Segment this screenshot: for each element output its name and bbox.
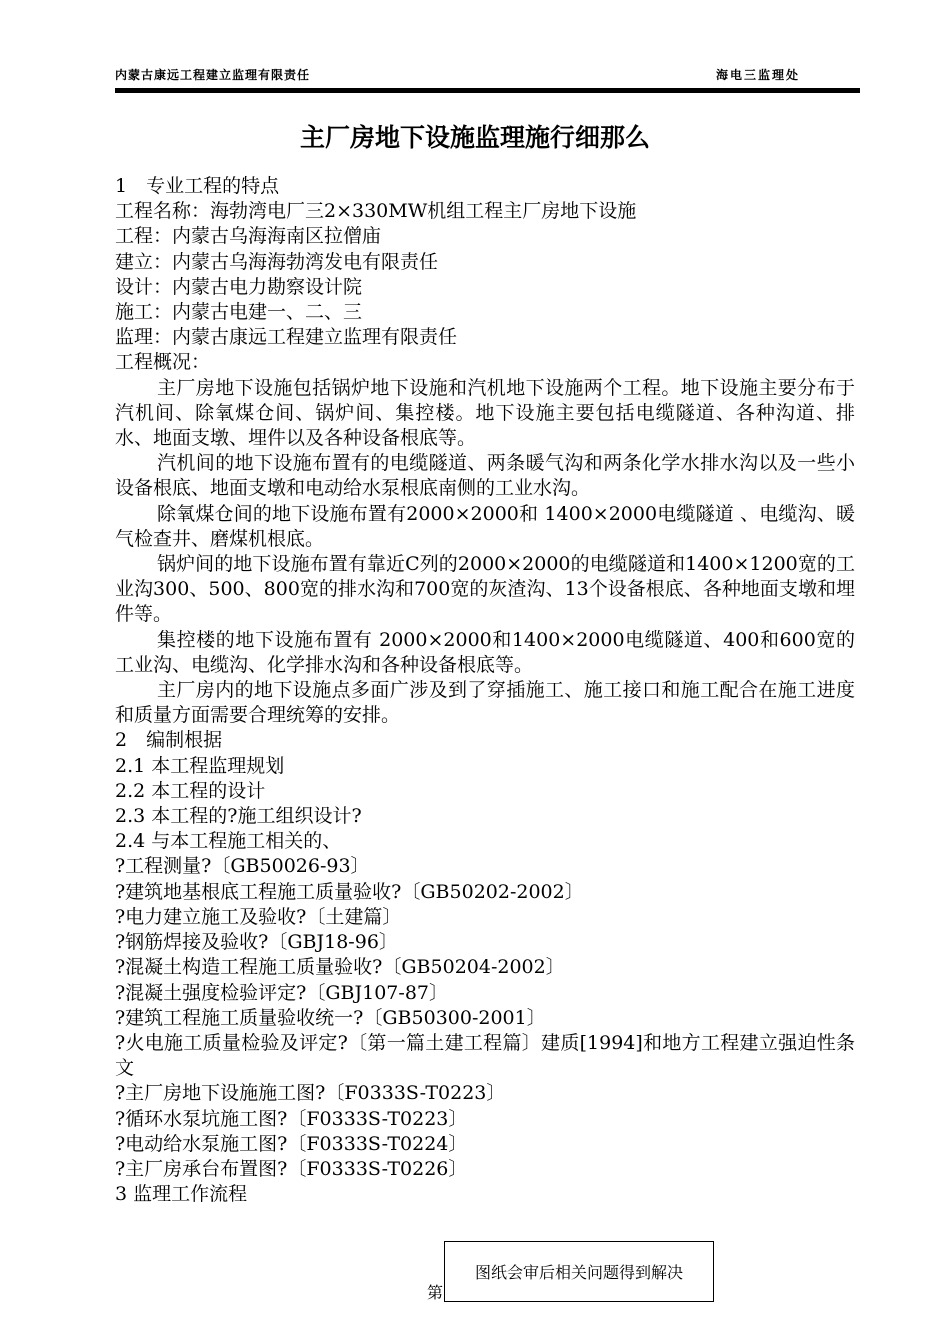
body-line: 2 编制根据: [115, 729, 223, 752]
document-title: 主厂房地下设施监理施行细那么: [299, 123, 650, 152]
body-line: 2.4 与本工程施工相关的、: [115, 830, 342, 853]
header-rule: [115, 88, 860, 93]
body-line: 2.2 本工程的设计: [115, 779, 266, 802]
body-line: ?混凝土强度检验评定?〔GBJ107-87〕: [115, 981, 448, 1004]
body-line: ?建筑地基根底工程施工质量验收?〔GB50202-2002〕: [115, 880, 584, 903]
body-line: 工程：内蒙古乌海海南区拉僧庙: [115, 225, 382, 248]
body-line: 设计：内蒙古电力勘察设计院: [115, 275, 363, 298]
header-company: 内蒙古康远工程建立监理有限责任: [115, 68, 311, 82]
body-line: ?主厂房地下设施施工图?〔F0333S-T0223〕: [115, 1082, 506, 1105]
body-paragraph: 主厂房地下设施包括锅炉地下设施和汽机地下设施两个工程。地下设施主要分布于汽机间、除氧煤仓间、锅炉间、集控楼。地下设施主要包括电缆隧道、各种沟道、排水、地面支墩、埋件以及各种设备根底等。: [115, 376, 855, 450]
body-line: ?工程测量?〔GB50026-93〕: [115, 855, 370, 878]
body-paragraph: 主厂房内的地下设施点多面广涉及到了穿插施工、施工接口和施工配合在施工进度和质量方面需要合理统筹的安排。: [115, 679, 855, 727]
body-paragraph: 锅炉间的地下设施布置有靠近C列的2000×2000的电缆隧道和1400×1200宽的工业沟300、500、800宽的排水沟和700宽的灰渣沟、13个设备根底、各种地面支墩和埋件等。: [115, 553, 855, 626]
body-paragraph: 集控楼的地下设施布置有 2000×2000和1400×2000电缆隧道、400和600宽的工业沟、电缆沟、化学排水沟和各种设备根底等。: [115, 628, 855, 676]
body-line: ?混凝土构造工程施工质量验收?〔GB50204-2002〕: [115, 956, 565, 979]
body-paragraph: 除氧煤仓间的地下设施布置有2000×2000和 1400×2000电缆隧道 、电缆沟、暖气检查井、磨煤机根底。: [115, 502, 855, 550]
body-line: ?电力建立施工及验收?〔土建篇〕: [115, 905, 402, 928]
body-line: 2.1 本工程监理规划: [115, 754, 285, 777]
flowchart-box-text: 图纸会审后相关问题得到解决: [474, 1263, 683, 1282]
body-line: 工程名称：海勃湾电厂三2×330MW机组工程主厂房地下设施: [115, 200, 637, 223]
body-line: ?主厂房承台布置图?〔F0333S-T0226〕: [115, 1157, 468, 1180]
page-number-label: 第: [427, 1283, 444, 1302]
body-line: 工程概况：: [115, 351, 211, 374]
body-line: ?循环水泵坑施工图?〔F0333S-T0223〕: [115, 1107, 468, 1130]
body-line: 3 监理工作流程: [115, 1183, 248, 1206]
body-paragraph: 汽机间的地下设施布置有的电缆隧道、两条暖气沟和两条化学水排水沟以及一些小设备根底、地面支墩和电动给水泵根底南侧的工业水沟。: [115, 452, 855, 500]
body-line: 1 专业工程的特点: [115, 175, 280, 197]
body-line: 施工：内蒙古电建一、二、三: [115, 301, 363, 324]
body-line: ?电动给水泵施工图?〔F0333S-T0224〕: [115, 1132, 468, 1155]
body-line: ?建筑工程施工质量验收统一?〔GB50300-2001〕: [115, 1006, 546, 1029]
body-line: 监理：内蒙古康远工程建立监理有限责任: [115, 326, 458, 349]
document-body: [115, 174, 855, 1207]
body-line: ?钢筋焊接及验收?〔GBJ18-96〕: [115, 931, 398, 954]
page-header: [115, 66, 860, 88]
body-line: 2.3 本工程的?施工组织设计?: [115, 805, 362, 828]
header-department: 海电三监理处: [715, 68, 800, 82]
flowchart-box: [444, 1241, 714, 1302]
body-line: 建立：内蒙古乌海海勃湾发电有限责任: [115, 250, 439, 273]
body-line: ?火电施工质量检验及评定?〔第一篇土建工程篇〕建质[1994]和地方工程建立强迫性条文: [115, 1031, 855, 1080]
